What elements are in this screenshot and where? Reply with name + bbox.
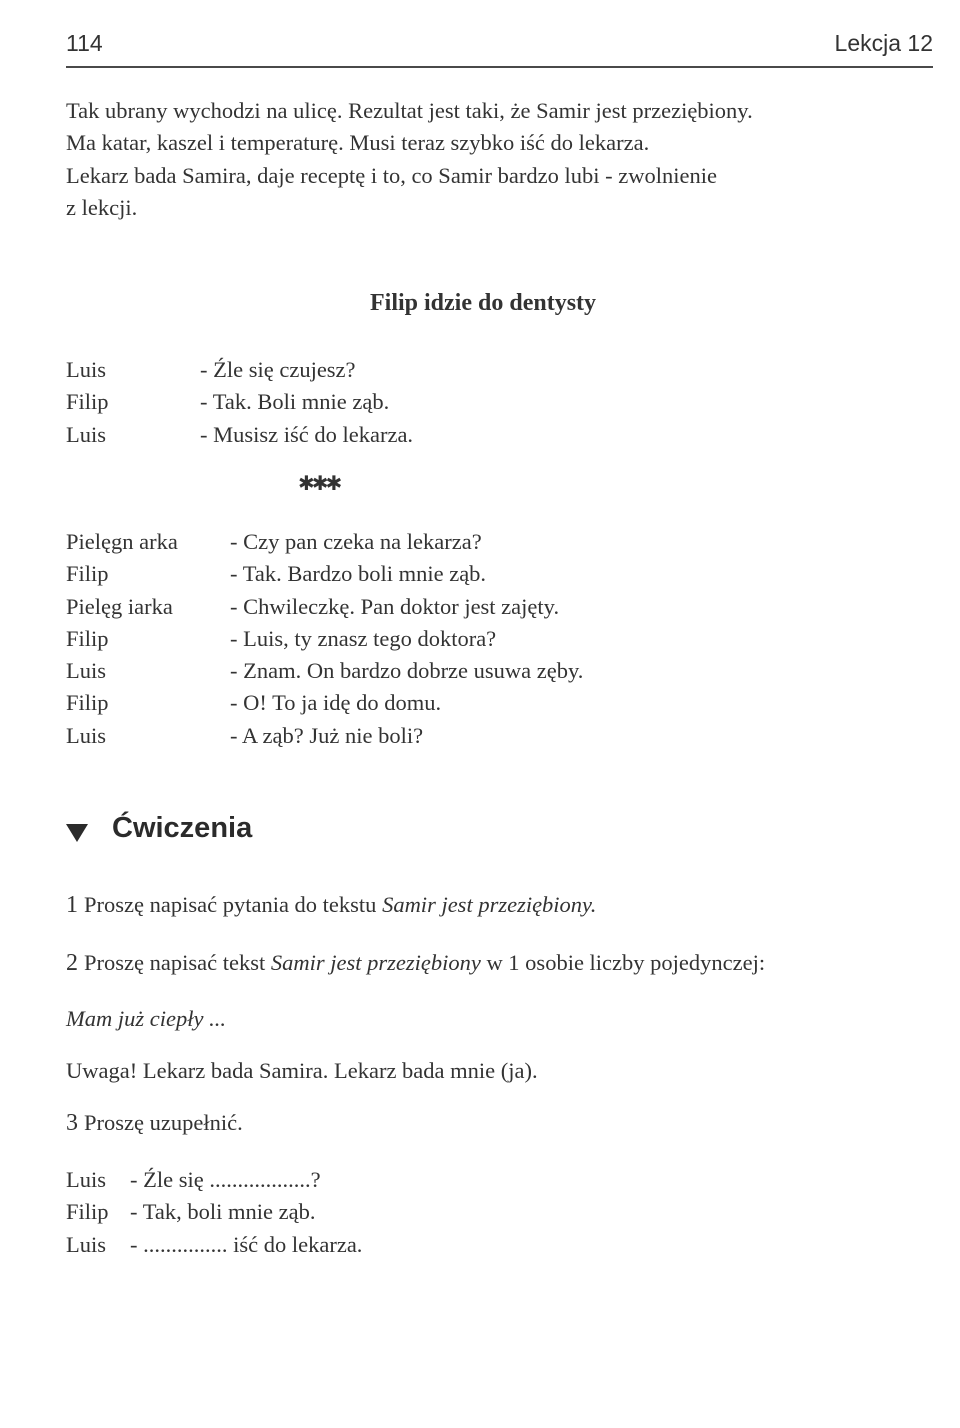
utterance: - Tak. Bardzo boli mnie ząb. [230, 561, 487, 587]
utterance: - Czy pan czeka na lekarza? [230, 529, 482, 554]
dialog-line [66, 419, 926, 451]
dialog-line [66, 354, 926, 386]
exercise-italic: Samir jest przeziębiony [270, 950, 481, 975]
header-rule [66, 66, 933, 68]
dialog-line [66, 526, 926, 558]
dialog-line [66, 623, 926, 655]
dialog-line [66, 591, 926, 623]
utterance: - A ząb? Już nie boli? [230, 722, 424, 748]
dialog-line [66, 687, 926, 719]
intro-line: z lekcji. [66, 194, 138, 220]
section-title: Ćwiczenia [112, 812, 253, 844]
speaker: Pielęg iarka [66, 593, 173, 619]
speaker: Luis [66, 1167, 107, 1192]
speaker: Luis [66, 658, 107, 684]
exercise-1 [66, 892, 596, 919]
dialog-line [66, 720, 926, 752]
utterance: - Źle się czujesz? [200, 357, 356, 382]
utterance: - Luis, ty znasz tego doktora? [230, 625, 497, 651]
dialog-first [66, 354, 926, 451]
speaker: Luis [66, 357, 107, 382]
page-header [66, 28, 933, 68]
speaker: Filip [66, 625, 109, 651]
fill-text: - Tak, boli mnie ząb. [130, 1199, 316, 1225]
utterance: - O! To ja idę do domu. [230, 690, 442, 716]
lesson-title: Lekcja 12 [834, 30, 933, 56]
fill-text: - Źle się ..................? [130, 1167, 321, 1192]
intro-paragraph [66, 95, 936, 224]
utterance: - Znam. On bardzo dobrze usuwa zęby. [230, 658, 584, 684]
exercise-example: Mam już ciepły ... [66, 1006, 226, 1031]
asterism-separator: ✱✱✱ [298, 471, 340, 495]
speaker: Luis [66, 722, 107, 748]
utterance: - Chwileczkę. Pan doktor jest zajęty. [230, 593, 560, 619]
triangle-down-icon [66, 824, 88, 842]
exercise-2 [66, 950, 765, 977]
speaker: Pielęgn arka [66, 529, 178, 554]
exercise-3 [66, 1110, 243, 1137]
intro-line: Ma katar, kaszel i temperaturę. Musi teraz szybko iść do lekarza. [66, 130, 650, 156]
speaker: Filip [66, 389, 109, 415]
speaker: Filip [66, 561, 109, 587]
exercise-number: 2 [66, 950, 78, 976]
intro-line: Lekarz bada Samira, daje receptę i to, co Samir bardzo lubi - zwolnienie [66, 162, 717, 188]
exercise-italic: Samir jest przeziębiony. [382, 892, 597, 917]
speaker: Filip [66, 690, 109, 716]
speaker: Luis [66, 1231, 107, 1257]
exercise-number: 3 [66, 1110, 78, 1136]
speaker: Filip [66, 1199, 109, 1225]
exercise-number: 1 [66, 892, 78, 918]
exercise-text: w 1 osobie liczby pojedynczej: [480, 950, 766, 975]
dialog-line [66, 386, 926, 418]
exercise-text: Proszę napisać tekst [84, 950, 271, 975]
exercise-text: Proszę uzupełnić. [84, 1110, 243, 1135]
utterance: - Musisz iść do lekarza. [200, 421, 414, 447]
dialog-title: Filip idzie do dentysty [370, 290, 597, 316]
speaker: Luis [66, 421, 107, 447]
exercise-text: Proszę napisać pytania do tekstu [84, 892, 383, 917]
fill-text: - ............... iść do lekarza. [130, 1231, 363, 1257]
page-number: 114 [66, 30, 103, 56]
dialog-line [66, 655, 926, 687]
exercise-note: Uwaga! Lekarz bada Samira. Lekarz bada mnie (ja). [66, 1058, 538, 1083]
utterance: - Tak. Boli mnie ząb. [200, 389, 390, 415]
dialog-second [66, 526, 926, 752]
intro-line: Tak ubrany wychodzi na ulicę. Rezultat jest taki, że Samir jest przeziębiony. [66, 98, 753, 123]
dialog-line [66, 558, 926, 590]
